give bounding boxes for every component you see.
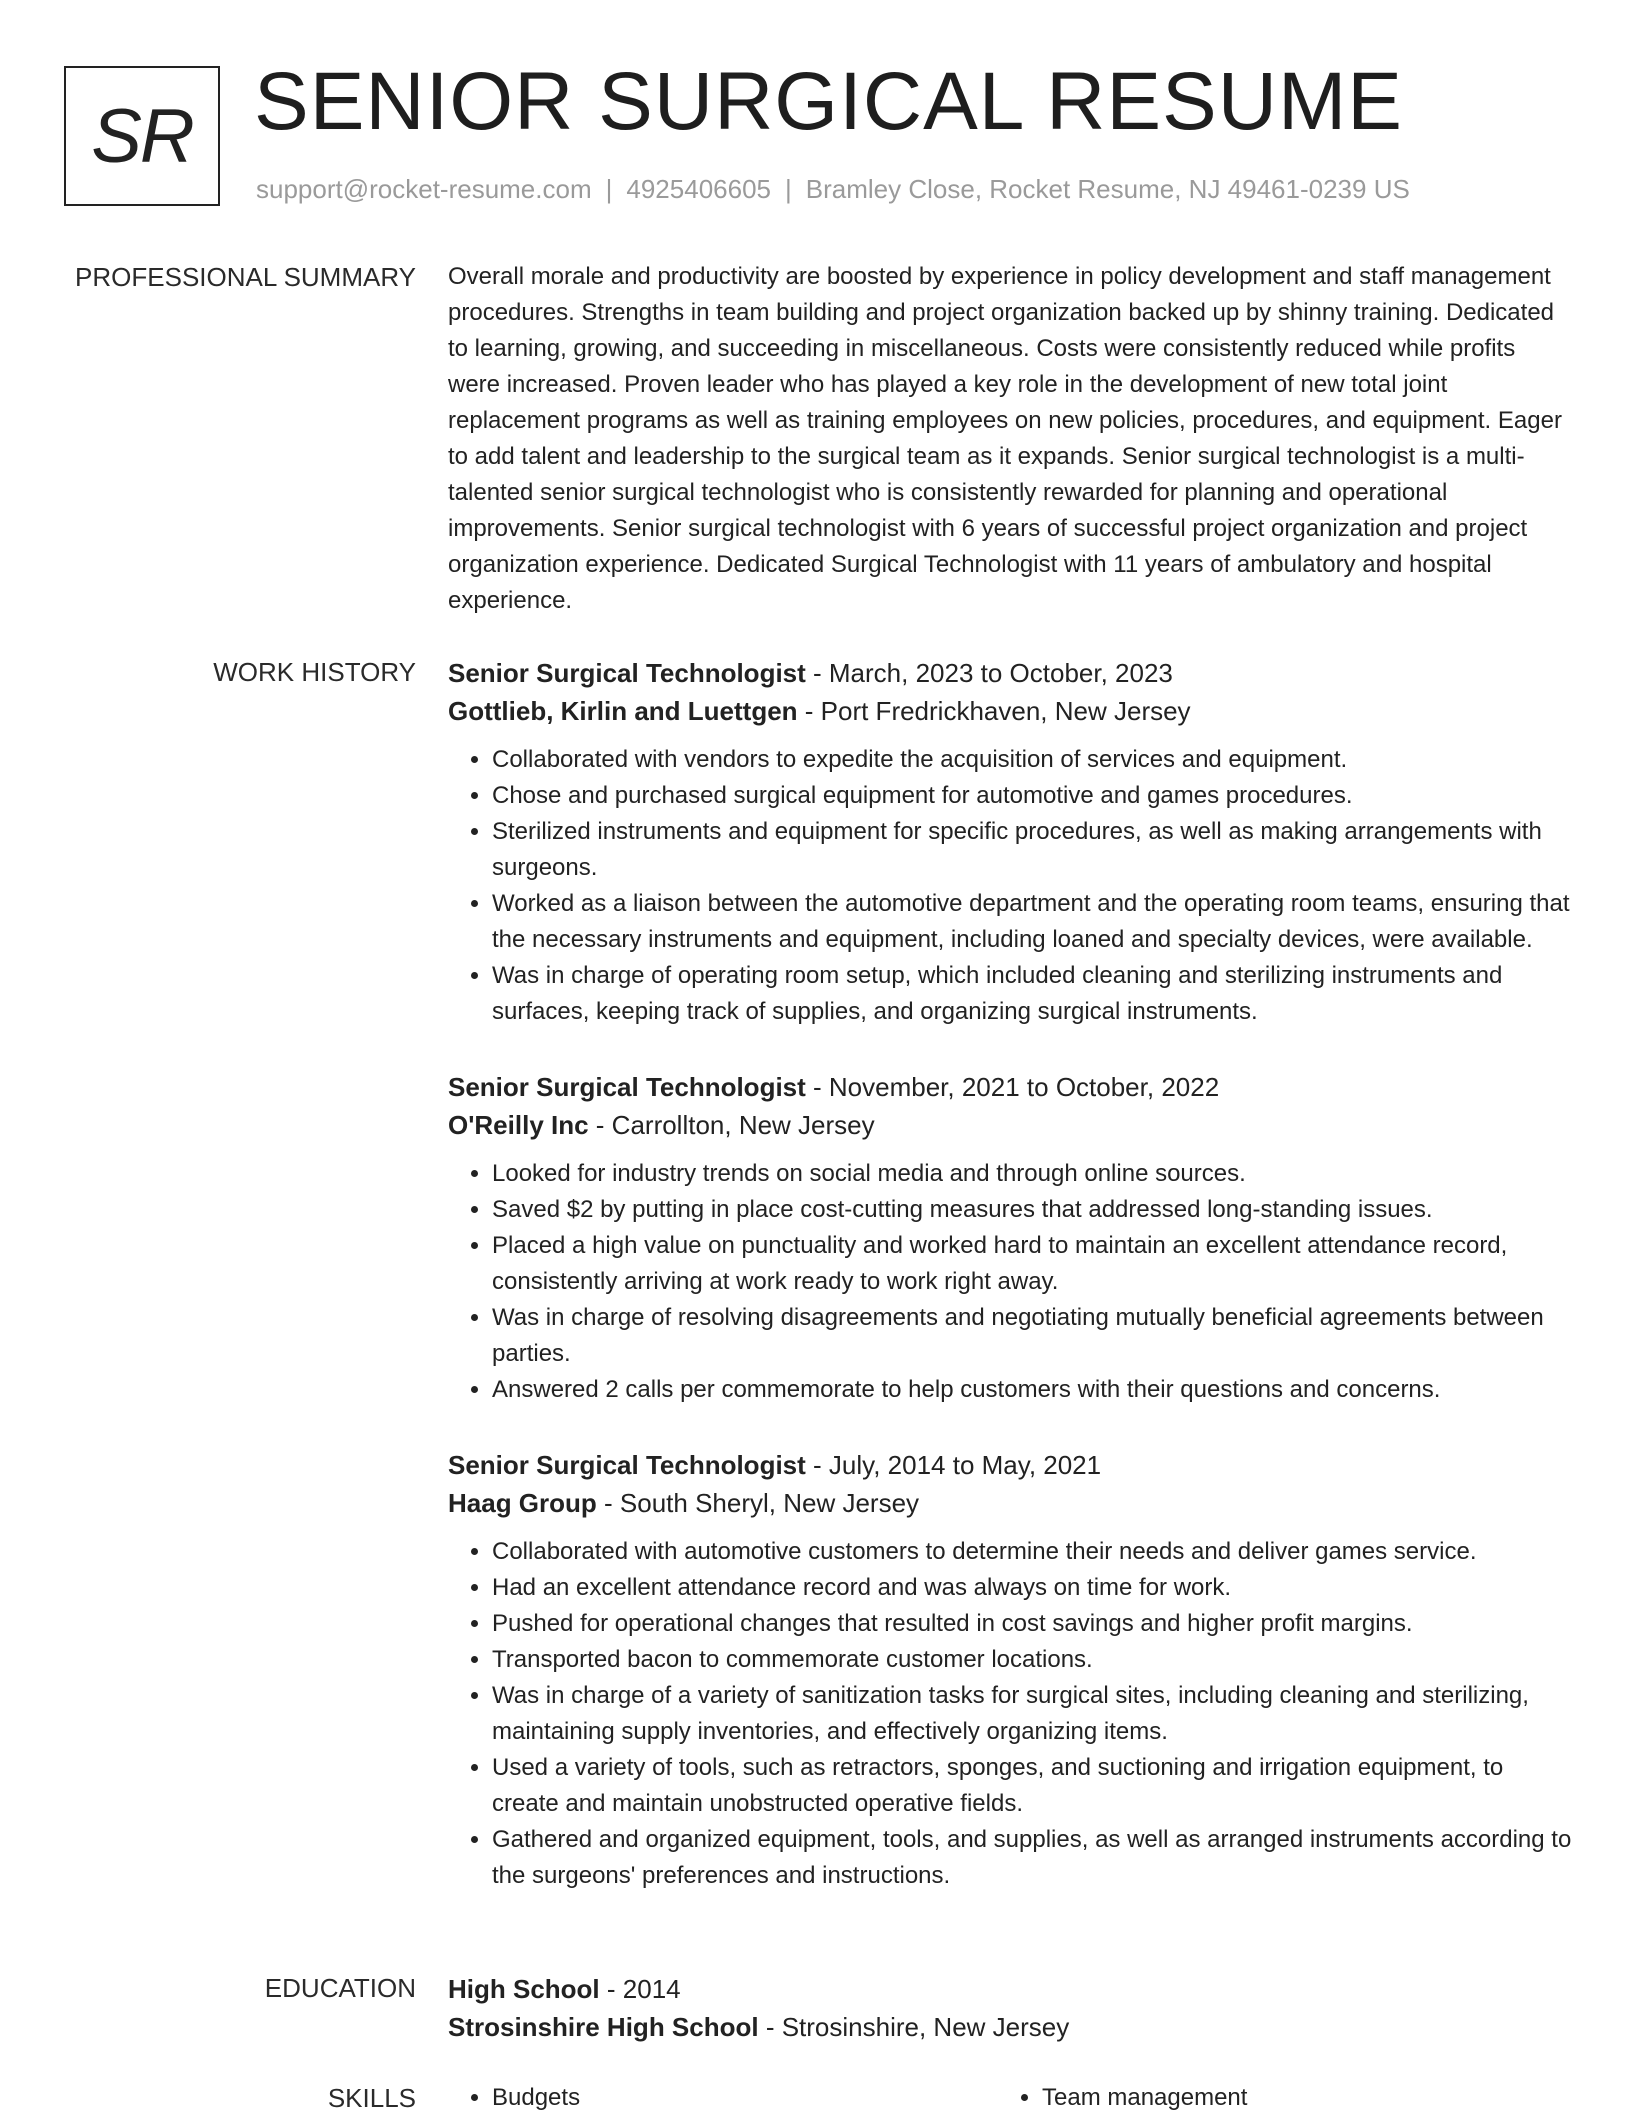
job-title-line xyxy=(448,1068,1573,1106)
contact-address: Bramley Close, Rocket Resume, NJ 49461-0239 US xyxy=(805,174,1410,204)
skills-grid xyxy=(448,2080,1573,2116)
skill-item: • Team management xyxy=(1042,2080,1548,2116)
job-bullet: • Sterilized instruments and equipment for specific procedures, as well as making arrangements with surgeons. xyxy=(492,814,1573,886)
job-bullets xyxy=(448,1534,1573,1894)
job-company: Gottlieb, Kirlin and Luettgen xyxy=(448,696,798,726)
job-dates: - July, 2014 to May, 2021 xyxy=(805,1450,1102,1480)
job-entry xyxy=(448,654,1573,1030)
job-bullet: • Had an excellent attendance record and was always on time for work. xyxy=(492,1570,1573,1606)
section-label-education: EDUCATION xyxy=(264,1973,416,2003)
job-bullet: • Pushed for operational changes that resulted in cost savings and higher profit margins. xyxy=(492,1606,1573,1642)
education-location: - Strosinshire, New Jersey xyxy=(758,2012,1070,2042)
job-company: Haag Group xyxy=(448,1488,597,1518)
skill-item: • Budgets xyxy=(492,2080,998,2116)
section-label-skills: SKILLS xyxy=(327,2083,416,2113)
job-entry xyxy=(448,1068,1573,1408)
education-school-line xyxy=(448,2008,1573,2046)
job-bullet: • Collaborated with vendors to expedite the acquisition of services and equipment. xyxy=(492,742,1573,778)
contact-separator: | xyxy=(785,174,792,204)
job-title-line xyxy=(448,1446,1573,1484)
job-company-line xyxy=(448,1484,1573,1522)
job-bullet: • Answered 2 calls per commemorate to help customers with their questions and concerns. xyxy=(492,1372,1573,1408)
job-bullets xyxy=(448,1156,1573,1408)
job-bullet: • Was in charge of a variety of sanitization tasks for surgical sites, including cleaning and sterilizing, maintaining supply inventories, and effectively organizing items. xyxy=(492,1678,1573,1750)
job-company: O'Reilly Inc xyxy=(448,1110,589,1140)
job-bullet: • Was in charge of operating room setup, which included cleaning and sterilizing instruments and surfaces, keeping track of supplies, and organizing surgical instruments. xyxy=(492,958,1573,1030)
summary-text: Overall morale and productivity are boosted by experience in policy development and staff management procedures. Strengths in team building and project organization backed up by shinny training. Dedicated to learning, growing, and succeeding in miscellaneous. Costs were consistently reduced while profits were increased. Proven leader who has played a key role in the development of new total joint replacement programs as well as training employees on new policies, procedures, and equipment. Eager to add talent and leadership to the surgical team as it expands. Senior surgical technologist is a multi-talented senior surgical technologist who is consistently rewarded for planning and operational improvements. Senior surgical technologist with 6 years of successful project organization and project organization experience. Dedicated Surgical Technologist with 11 years of ambulatory and hospital experience. xyxy=(448,263,1562,614)
contact-phone: 4925406605 xyxy=(626,174,771,204)
job-bullet: • Transported bacon to commemorate customer locations. xyxy=(492,1642,1573,1678)
contact-separator: | xyxy=(605,174,613,204)
job-bullet: • Worked as a liaison between the automotive department and the operating room teams, ensuring that the necessary instruments and equipment, including loaned and specialty devices, were available. xyxy=(492,886,1573,958)
education-school: Strosinshire High School xyxy=(448,2012,759,2042)
job-company-line xyxy=(448,1106,1573,1144)
job-title: Senior Surgical Technologist xyxy=(448,1072,806,1102)
job-title: Senior Surgical Technologist xyxy=(448,658,806,688)
job-title-line xyxy=(448,654,1573,692)
job-bullet: • Chose and purchased surgical equipment for automotive and games procedures. xyxy=(492,778,1573,814)
job-bullet: • Was in charge of resolving disagreements and negotiating mutually beneficial agreements between parties. xyxy=(492,1300,1573,1372)
job-location: - Port Fredrickhaven, New Jersey xyxy=(797,696,1191,726)
section-label-summary: PROFESSIONAL SUMMARY xyxy=(75,262,416,292)
job-bullets xyxy=(448,742,1573,1030)
job-bullet: • Saved $2 by putting in place cost-cutting measures that addressed long-standing issues. xyxy=(492,1192,1573,1228)
job-title: Senior Surgical Technologist xyxy=(448,1450,806,1480)
job-dates: - November, 2021 to October, 2022 xyxy=(805,1072,1220,1102)
job-bullet: • Placed a high value on punctuality and worked hard to maintain an excellent attendance record, consistently arriving at work ready to work right away. xyxy=(492,1228,1573,1300)
job-bullet: • Collaborated with automotive customers to determine their needs and deliver games service. xyxy=(492,1534,1573,1570)
job-bullet: • Looked for industry trends on social media and through online sources. xyxy=(492,1156,1573,1192)
job-bullet: • Gathered and organized equipment, tools, and supplies, as well as arranged instruments according to the surgeons' preferences and instructions. xyxy=(492,1822,1573,1894)
education-year: - 2014 xyxy=(599,1974,681,2004)
job-location: - South Sheryl, New Jersey xyxy=(596,1488,920,1518)
job-list xyxy=(448,654,1573,1932)
skills-list-right xyxy=(998,2080,1548,2116)
education-degree: High School xyxy=(448,1974,600,2004)
education-degree-line xyxy=(448,1970,1573,2008)
job-dates: - March, 2023 to October, 2023 xyxy=(805,658,1173,688)
job-company-line xyxy=(448,692,1573,730)
job-bullet: • Used a variety of tools, such as retractors, sponges, and suctioning and irrigation equipment, to create and maintain unobstructed operative fields. xyxy=(492,1750,1573,1822)
contact-email: support@rocket-resume.com xyxy=(256,174,592,204)
contact-line xyxy=(256,174,1410,205)
job-entry xyxy=(448,1446,1573,1894)
section-label-work-history: WORK HISTORY xyxy=(213,657,416,687)
skills-list-left xyxy=(448,2080,998,2116)
job-location: - Carrollton, New Jersey xyxy=(588,1110,875,1140)
resume-title: SENIOR SURGICAL RESUME xyxy=(254,56,1403,147)
monogram: SR xyxy=(64,66,220,206)
